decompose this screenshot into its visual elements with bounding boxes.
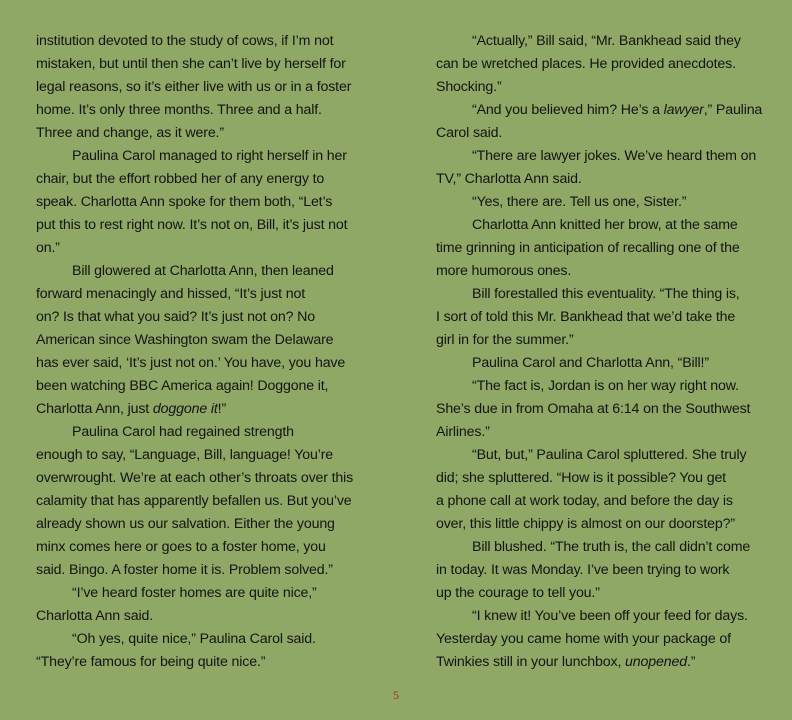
text-line: in today. It was Monday. I’ve been trying to work — [436, 562, 730, 578]
text-line: put this to rest right now. It’s not on, Bill, it’s just not — [36, 217, 348, 233]
text-line: can be wretched places. He provided anecdotes. — [436, 56, 736, 72]
text-line: enough to say, “Language, Bill, language! You’re — [36, 447, 334, 463]
text-line: “The fact is, Jordan is on her way right now. — [472, 378, 739, 394]
text-line: mistaken, but until then she can’t live by herself for — [36, 56, 346, 72]
italic-text: lawyer — [663, 102, 704, 118]
text-line: Paulina Carol managed to right herself in her — [72, 148, 347, 164]
italic-text: doggone it — [152, 401, 218, 417]
text-line: already shown us our salvation. Either the young — [36, 516, 335, 532]
text-line: “Yes, there are. Tell us one, Sister.” — [472, 194, 687, 210]
text-line: Carol said. — [436, 125, 503, 141]
text-span: ,” Paulina — [703, 102, 763, 118]
text-line: institution devoted to the study of cows, if I’m not — [36, 33, 334, 49]
text-line: Paulina Carol and Charlotta Ann, “Bill!” — [472, 355, 709, 371]
left-text-column — [36, 30, 360, 674]
text-line: I sort of told this Mr. Bankhead that we’d take the — [436, 309, 736, 325]
text-span: “And you believed him? He’s a — [472, 102, 664, 118]
italic-text: unopened — [625, 654, 687, 670]
text-line: “But, but,” Paulina Carol spluttered. She truly — [472, 447, 747, 463]
text-line: home. It’s only three months. Three and a half. — [36, 102, 322, 118]
text-line: did; she spluttered. “How is it possible? You get — [436, 470, 726, 486]
text-line: up the courage to tell you.” — [436, 585, 600, 601]
text-line: been watching BBC America again! Doggone it, — [36, 378, 329, 394]
text-span: Charlotta Ann, just — [36, 401, 153, 417]
text-line: a phone call at work today, and before the day is — [436, 493, 733, 509]
text-line: speak. Charlotta Ann spoke for them both, “Let’s — [36, 194, 333, 210]
text-line: Yesterday you came home with your package of — [436, 631, 731, 647]
text-line: Bill blushed. “The truth is, the call didn’t come — [472, 539, 751, 555]
right-text-column — [436, 30, 763, 674]
text-line: Bill forestalled this eventuality. “The thing is, — [472, 286, 740, 302]
text-line — [436, 651, 760, 674]
text-span: Twinkies still in your lunchbox, — [436, 654, 626, 670]
text-line: She’s due in from Omaha at 6:14 on the Southwest — [436, 401, 751, 417]
text-line: chair, but the effort robbed her of any energy to — [36, 171, 325, 187]
text-span: .” — [686, 654, 696, 670]
text-line: “I’ve heard foster homes are quite nice,” — [72, 585, 317, 601]
text-line: Charlotta Ann said. — [36, 608, 154, 624]
text-line: “There are lawyer jokes. We’ve heard them on — [472, 148, 757, 164]
text-line: more humorous ones. — [436, 263, 572, 279]
text-line: time grinning in anticipation of recalling one of the — [436, 240, 740, 256]
text-line: “I knew it! You’ve been off your feed for days. — [472, 608, 748, 624]
text-line: Airlines.” — [436, 424, 490, 440]
text-line — [436, 99, 763, 122]
text-line: on.” — [36, 240, 60, 256]
text-line: “Oh yes, quite nice,” Paulina Carol said. — [72, 631, 316, 647]
text-line: American since Washington swam the Delaware — [36, 332, 334, 348]
text-span: !” — [217, 401, 227, 417]
text-line — [36, 398, 360, 421]
text-line: legal reasons, so it’s either live with us or in a foster — [36, 79, 352, 95]
text-line: TV,” Charlotta Ann said. — [436, 171, 582, 187]
text-line: overwrought. We’re at each other’s throats over this — [36, 470, 354, 486]
text-line: girl in for the summer.” — [436, 332, 574, 348]
text-line: minx comes here or goes to a foster home, you — [36, 539, 326, 555]
text-line: “Actually,” Bill said, “Mr. Bankhead said they — [472, 33, 741, 49]
text-line: Shocking.” — [436, 79, 502, 95]
text-line: has ever said, ‘It’s just not on.’ You have, you have — [36, 355, 346, 371]
text-line: Bill glowered at Charlotta Ann, then leaned — [72, 263, 334, 279]
text-line: said. Bingo. A foster home it is. Problem solved.” — [36, 562, 333, 578]
text-line: Charlotta Ann knitted her brow, at the same — [472, 217, 738, 233]
text-line: forward menacingly and hissed, “It’s just not — [36, 286, 305, 302]
text-line: “They’re famous for being quite nice.” — [36, 654, 266, 670]
page-number: 5 — [393, 688, 399, 702]
text-line: Paulina Carol had regained strength — [72, 424, 294, 440]
text-line: on? Is that what you said? It’s just not on? No — [36, 309, 315, 325]
text-line: over, this little chippy is almost on our doorstep?” — [436, 516, 735, 532]
text-line: Three and change, as it were.” — [36, 125, 224, 141]
text-line: calamity that has apparently befallen us. But you’ve — [36, 493, 352, 509]
